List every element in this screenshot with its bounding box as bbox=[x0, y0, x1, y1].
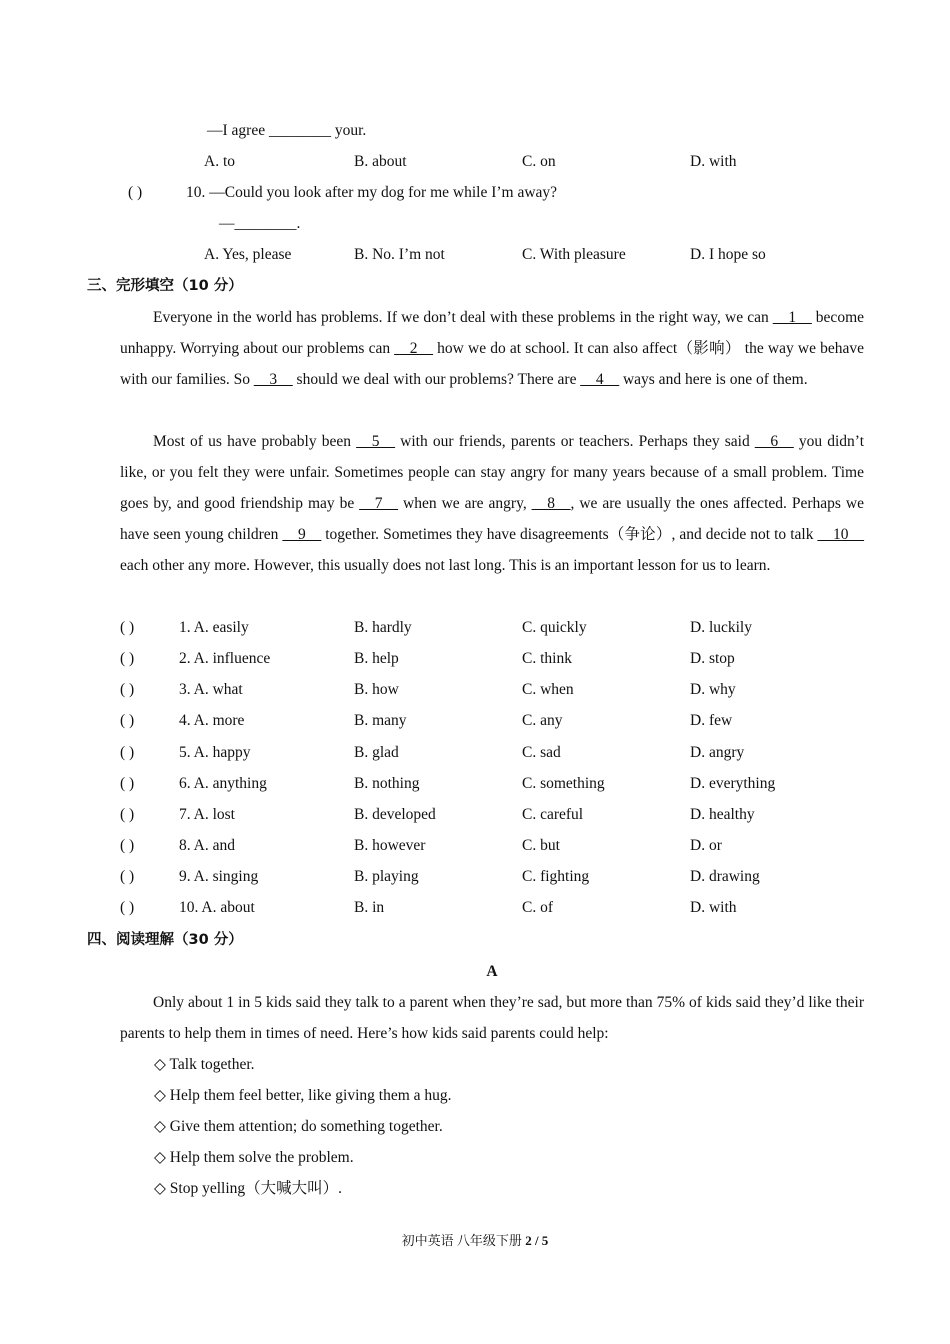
cloze-blank-3: __3__ bbox=[253, 371, 293, 388]
cloze-option-b: B. hardly bbox=[354, 619, 412, 636]
cloze-option-b: B. developed bbox=[354, 806, 436, 823]
cloze-p2-text-2: with our friends, parents or teachers. Perhaps they said bbox=[394, 433, 755, 450]
cloze-option-c: C. but bbox=[522, 837, 560, 854]
cloze-option-a: 4. A. more bbox=[179, 712, 245, 729]
cloze-option-d: D. why bbox=[690, 681, 736, 698]
cloze-blank-9: __9__ bbox=[282, 526, 322, 543]
cloze-option-d: D. or bbox=[690, 837, 722, 854]
cloze-option-b: B. in bbox=[354, 899, 385, 916]
cloze-option-b: B. how bbox=[354, 681, 399, 698]
q10-response-line: —________. bbox=[219, 215, 301, 232]
q9-response-line: —I agree ________ your. bbox=[207, 122, 367, 139]
cloze-option-d: D. healthy bbox=[690, 806, 755, 823]
cloze-option-d: D. few bbox=[690, 712, 733, 729]
cloze-option-d: D. everything bbox=[690, 775, 776, 792]
cloze-paragraph-2 bbox=[120, 426, 864, 581]
q9-option-c: C. on bbox=[522, 153, 556, 170]
cloze-option-a: 3. A. what bbox=[179, 681, 243, 698]
section3-title: 三、完形填空（10 分） bbox=[87, 278, 243, 294]
q10-option-d: D. I hope so bbox=[690, 246, 766, 263]
cloze-blank-8: __8__ bbox=[531, 495, 571, 512]
cloze-option-a: 8. A. and bbox=[179, 837, 235, 854]
q10-stem: 10. —Could you look after my dog for me while I’m away? bbox=[186, 184, 558, 201]
cloze-blank-4: __4__ bbox=[580, 371, 620, 388]
cloze-option-a: 2. A. influence bbox=[179, 650, 271, 667]
cloze-option-c: C. something bbox=[522, 775, 605, 792]
cloze-p2-text-6: together. Sometimes they have disagreements（争论）, and decide not to talk bbox=[321, 526, 818, 543]
cloze-option-d: D. with bbox=[690, 899, 737, 916]
cloze-option-b: B. help bbox=[354, 650, 399, 667]
section4-title: 四、阅读理解（30 分） bbox=[87, 932, 243, 948]
cloze-answer-paren: ( ) bbox=[120, 619, 135, 636]
bullet-item: ◇ Talk together. bbox=[154, 1056, 255, 1073]
cloze-option-c: C. careful bbox=[522, 806, 584, 823]
q10-answer-paren: ( ) bbox=[128, 184, 143, 201]
bullet-item: ◇ Stop yelling（大喊大叫）. bbox=[154, 1180, 343, 1197]
cloze-option-b: B. glad bbox=[354, 744, 399, 761]
cloze-p2-text-7: each other any more. However, this usually does not last long. This is an important lesson for us to learn. bbox=[120, 557, 771, 574]
cloze-p2-text-3: you didn’t like, or you felt they were unfair. Sometimes people can stay angry for many years because of a small problem. Time goes by, and good friendship may be bbox=[120, 433, 864, 512]
cloze-answer-paren: ( ) bbox=[120, 837, 135, 854]
cloze-paragraph-1 bbox=[120, 302, 864, 395]
cloze-blank-1: __1__ bbox=[772, 309, 812, 326]
cloze-answer-paren: ( ) bbox=[120, 868, 135, 885]
cloze-answer-paren: ( ) bbox=[120, 650, 135, 667]
cloze-answer-paren: ( ) bbox=[120, 775, 135, 792]
q10-option-c: C. With pleasure bbox=[522, 246, 626, 263]
cloze-option-a: 5. A. happy bbox=[179, 744, 251, 761]
q9-option-d: D. with bbox=[690, 153, 737, 170]
cloze-blank-7: __7__ bbox=[359, 495, 399, 512]
cloze-p1-text-5: ways and here is one of them. bbox=[619, 371, 808, 388]
cloze-option-b: B. however bbox=[354, 837, 426, 854]
bullet-item: ◇ Help them feel better, like giving them a hug. bbox=[154, 1087, 452, 1104]
cloze-p1-text-2: become unhappy. Worrying about our problems can bbox=[120, 309, 865, 357]
cloze-p1-text-4: should we deal with our problems? There are bbox=[292, 371, 581, 388]
cloze-option-c: C. quickly bbox=[522, 619, 587, 636]
cloze-option-c: C. think bbox=[522, 650, 572, 667]
cloze-option-c: C. fighting bbox=[522, 868, 590, 885]
cloze-answer-paren: ( ) bbox=[120, 899, 135, 916]
cloze-answer-paren: ( ) bbox=[120, 806, 135, 823]
cloze-option-c: C. of bbox=[522, 899, 553, 916]
page-number: 2 / 5 bbox=[525, 1233, 549, 1248]
cloze-p2-text-1: Most of us have probably been bbox=[153, 433, 357, 450]
cloze-p1-text-3: how we do at school. It can also affect（影响） the way we behave with our families. So bbox=[120, 340, 865, 388]
cloze-p2-text-5: , we are usually the ones affected. Perhaps we have seen young children bbox=[120, 495, 865, 543]
bullet-item: ◇ Give them attention; do something together. bbox=[154, 1118, 443, 1135]
cloze-option-d: D. stop bbox=[690, 650, 735, 667]
cloze-option-d: D. angry bbox=[690, 744, 745, 761]
cloze-option-a: 6. A. anything bbox=[179, 775, 267, 792]
page-footer bbox=[0, 1230, 950, 1249]
q10-option-a: A. Yes, please bbox=[204, 246, 292, 263]
cloze-answer-paren: ( ) bbox=[120, 744, 135, 761]
passage-label: A bbox=[486, 963, 498, 980]
cloze-blank-2: __2__ bbox=[394, 340, 434, 357]
cloze-answer-paren: ( ) bbox=[120, 681, 135, 698]
cloze-option-a: 10. A. about bbox=[179, 899, 255, 916]
cloze-blank-5: __5__ bbox=[356, 433, 395, 450]
cloze-p1-text-1: Everyone in the world has problems. If we don’t deal with these problems in the right way, we can bbox=[153, 309, 773, 326]
cloze-option-b: B. playing bbox=[354, 868, 419, 885]
cloze-option-b: B. many bbox=[354, 712, 407, 729]
cloze-option-d: D. drawing bbox=[690, 868, 760, 885]
cloze-option-b: B. nothing bbox=[354, 775, 420, 792]
cloze-option-a: 1. A. easily bbox=[179, 619, 249, 636]
cloze-option-a: 9. A. singing bbox=[179, 868, 259, 885]
q9-option-b: B. about bbox=[354, 153, 407, 170]
q10-option-b: B. No. I’m not bbox=[354, 246, 445, 263]
cloze-option-a: 7. A. lost bbox=[179, 806, 235, 823]
cloze-option-c: C. when bbox=[522, 681, 574, 698]
cloze-answer-paren: ( ) bbox=[120, 712, 135, 729]
bullet-item: ◇ Help them solve the problem. bbox=[154, 1149, 354, 1166]
cloze-p2-text-4: when we are angry, bbox=[398, 495, 532, 512]
cloze-option-c: C. sad bbox=[522, 744, 561, 761]
cloze-option-c: C. any bbox=[522, 712, 563, 729]
q9-option-a: A. to bbox=[204, 153, 235, 170]
passage-intro: Only about 1 in 5 kids said they talk to a parent when they’re sad, but more than 75% of kids said they’d like their parents to help them in times of need. Here’s how kids said parents could help: bbox=[120, 994, 864, 1042]
footer-text: 初中英语 八年级下册 bbox=[401, 1233, 526, 1248]
cloze-blank-6: __6__ bbox=[754, 433, 794, 450]
cloze-option-d: D. luckily bbox=[690, 619, 752, 636]
cloze-blank-10: __10__ bbox=[817, 526, 864, 543]
